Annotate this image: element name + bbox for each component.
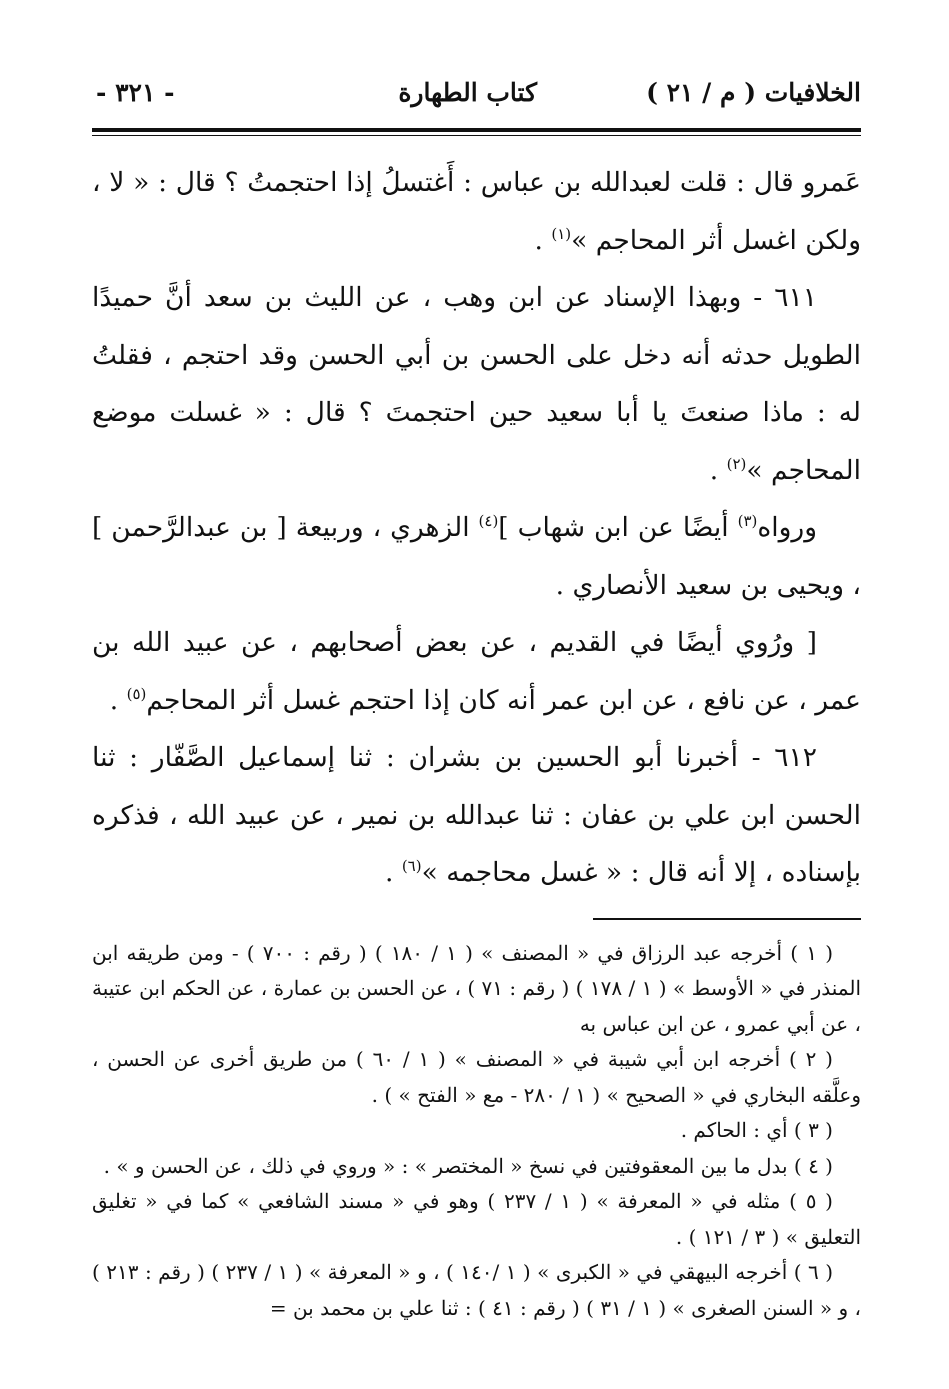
paragraph: ٦١٢ - أخبرنا أبو الحسين بن بشران : ثنا إسماعيل الصَّفّار : ثنا الحسن ابن علي بن عفان : ثنا عبدالله بن نمير ، عن عبيد الله ، فذكره بإسناده ، إلا أنه قال : « غسل محاجمه »$^{(٦)}$ . <box>92 742 861 888</box>
footnote-ref: (٤) <box>478 512 499 531</box>
footnote: ( ٤ ) بدل ما بين المعقوفتين في نسخ « المختصر » : « وروي في ذلك ، عن الحسن و » . <box>103 1153 833 1178</box>
footnote-ref: (٢) <box>726 454 747 473</box>
book-title: الخلافيات ( م / ٢١ ) <box>646 78 861 107</box>
footnote-ref: (١) <box>551 224 572 243</box>
footnote-ref: (٦) <box>401 857 422 876</box>
footnote: ( ٦ ) أخرجه البيهقي في « الكبرى » ( ١ /١٤٠ ) ، و « المعرفة » ( ١ / ٢٣٧ ) ( رقم : ٢١٣ ) ، و « السنن الصغرى » ( ١ / ٣١ ) ( رقم : ٤١ ) : ثنا علي بن محمد بن = <box>92 1260 861 1320</box>
footnote: ( ٢ ) أخرجه ابن أبي شيبة في « المصنف » ( ١ / ٦٠ ) من طريق أخرى عن الحسن ، وعلَّقه البخاري في « الصحيح » ( ١ / ٢٨٠ - مع « الفتح » ) . <box>92 1047 861 1107</box>
header-rule-thick <box>92 128 861 132</box>
footnote: ( ١ ) أخرجه عبد الرزاق في « المصنف » ( ١ / ١٨٠ ) ( رقم : ٧٠٠ ) - ومن طريقه ابن المنذر في « الأوسط » ( ١ / ١٧٨ ) ( رقم : ٧١ ) ، عن الحسن بن عمارة ، عن الحكم ابن عتيبة ، عن أبي عمرو ، عن ابن عباس به <box>92 940 862 1036</box>
header-rule <box>92 128 861 136</box>
paragraph: ورواه$^{(٣)}$ أيضًا عن ابن شهاب ]$^{(٤)}$ الزهري ، وربيعة [ بن عبدالرَّحمن ] ، ويحيى بن سعيد الأنصاري . <box>92 512 861 601</box>
paragraph: ٦١١ - وبهذا الإسناد عن ابن وهب ، عن الليث بن سعد أنَّ حميدًا الطويل حدثه أنه دخل على الحسن بن أبي الحسن وقد احتجم ، فقلتُ له : ماذا صنعتَ يا أبا سعيد حين احتجمتَ ؟ قال : « غسلت موضع المحاجم »$^{(٢)}$ . <box>92 282 861 486</box>
paragraph: عَمرو قال : قلت لعبدالله بن عباس : أَغتسلُ إذا احتجمتُ ؟ قال : « لا ، ولكن اغسل أثر المحاجم »$^{(١)}$ . <box>92 167 861 256</box>
footnote: ( ٣ ) أي : الحاكم . <box>680 1118 833 1142</box>
page-number: - ٣٢١ - <box>96 78 175 107</box>
footnote-ref: (٣) <box>737 512 758 531</box>
footnote-separator <box>593 918 861 920</box>
footnote-ref: (٥) <box>126 684 147 703</box>
running-header <box>92 70 861 122</box>
header-rule-thin <box>92 135 861 136</box>
paragraph: [ ورُوي أيضًا في القديم ، عن بعض أصحابهم ، عن عبيد الله بن عمر ، عن نافع ، عن ابن عمر أنه كان إذا احتجم غسل أثر المحاجم$^{(٥)}$ . <box>92 627 861 716</box>
footnotes <box>92 936 861 1327</box>
main-text <box>92 154 861 902</box>
chapter-title: كتاب الطهارة <box>398 78 537 107</box>
footnote: ( ٥ ) مثله في « المعرفة » ( ١ / ٢٣٧ ) وهو في « مسند الشافعي » كما في « تغليق التعليق » ( ٣ / ١٢١ ) . <box>92 1189 861 1249</box>
